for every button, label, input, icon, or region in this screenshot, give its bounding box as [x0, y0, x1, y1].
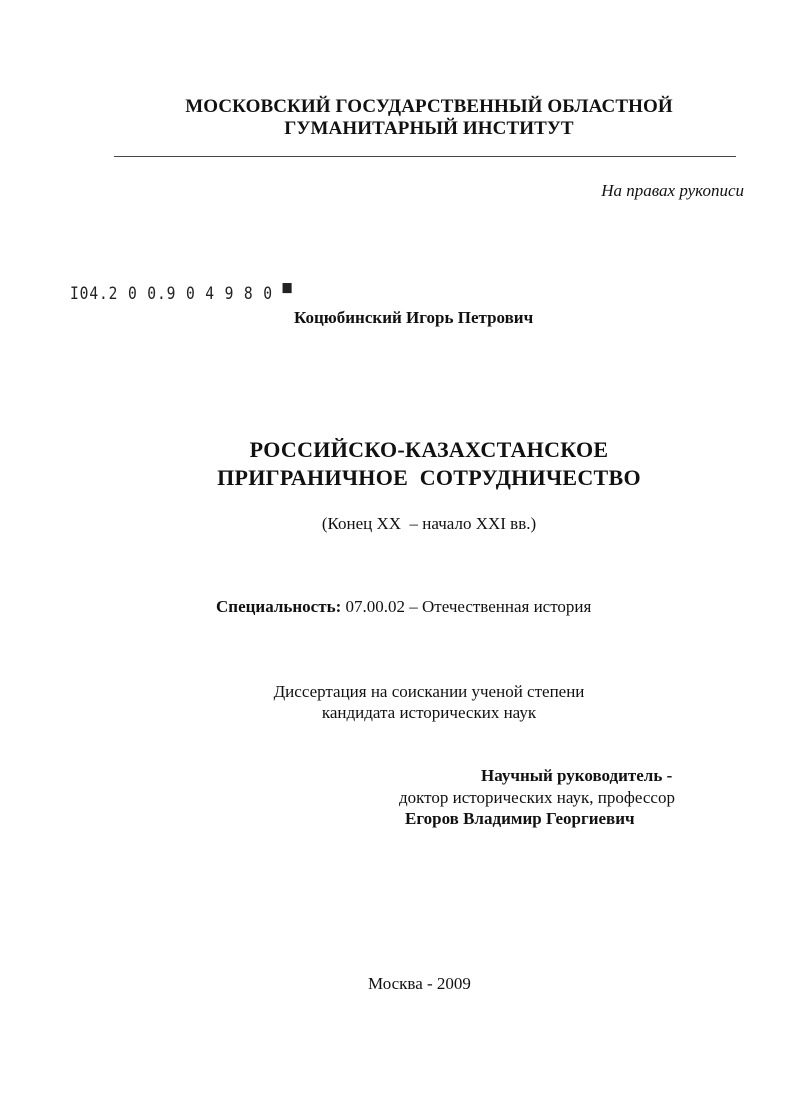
institute-name [0, 96, 798, 140]
degree-statement-line2: кандидата исторических наук [321, 703, 537, 722]
supervisor-label: Научный руководитель - [481, 766, 673, 785]
specialty-label: Специальность: [216, 597, 342, 616]
institute-name-line1: МОСКОВСКИЙ ГОСУДАРСТВЕННЫЙ ОБЛАСТНОЙ [185, 96, 673, 117]
header-divider [114, 156, 736, 157]
degree-statement-line1: Диссертация на соискании ученой степени [273, 682, 585, 701]
dissertation-title-line1: РОССИЙСКО-КАЗАХСТАНСКОЕ [249, 437, 609, 462]
city-year: Москва - 2009 [368, 974, 471, 993]
institute-name-line2: ГУМАНИТАРНЫЙ ИНСТИТУТ [284, 118, 574, 139]
library-stamp-number: І04.2 0 0.9 0 4 9 8 0 ▀ [70, 284, 293, 304]
dissertation-title-line2: ПРИГРАНИЧНОЕ СОТРУДНИЧЕСТВО [217, 465, 641, 490]
degree-statement [0, 681, 798, 723]
specialty-value: 07.00.02 – Отечественная история [345, 597, 592, 616]
supervisor-degree: доктор исторических наук, профессор [399, 788, 675, 807]
dissertation-title [0, 436, 798, 492]
supervisor-name: Егоров Владимир Георгиевич [405, 809, 635, 828]
time-period: (Конец XX – начало XXI вв.) [321, 514, 537, 533]
author-name: Коцюбинский Игорь Петрович [294, 308, 534, 327]
specialty [216, 597, 591, 617]
manuscript-rights-note: На правах рукописи [601, 181, 744, 200]
